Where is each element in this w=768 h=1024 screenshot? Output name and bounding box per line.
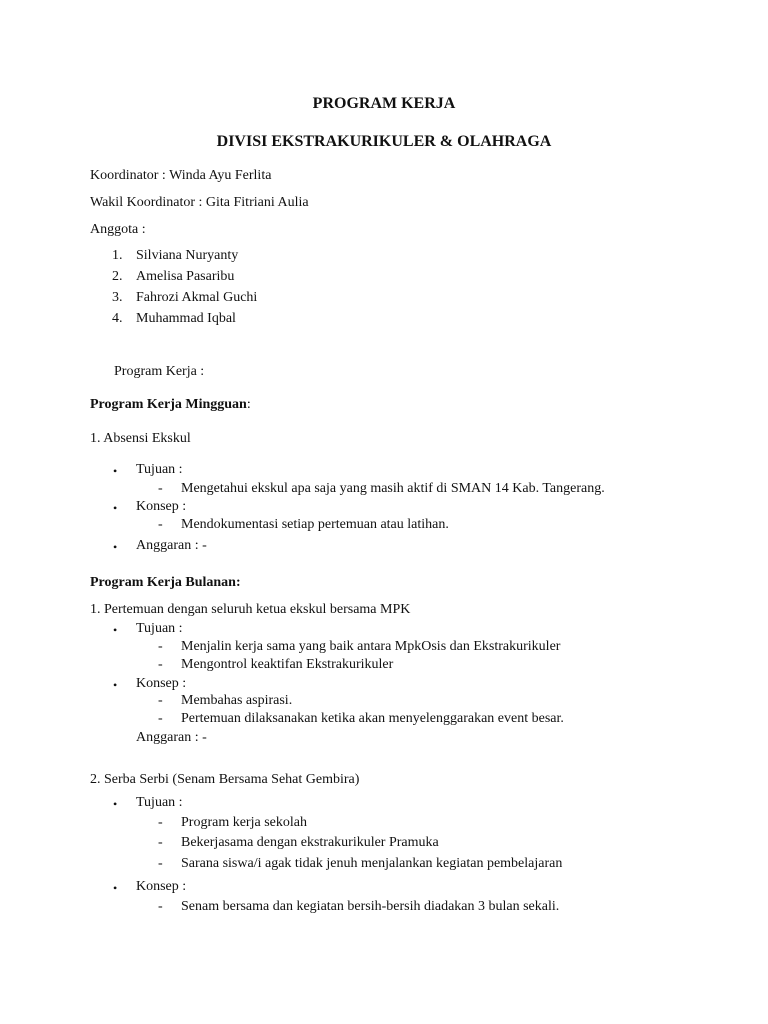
doc-subtitle: DIVISI EKSTRAKURIKULER & OLAHRAGA <box>216 133 552 150</box>
list-item: Fahrozi Akmal Guchi <box>136 290 258 305</box>
list-item: Senam bersama dan kegiatan bersih-bersih diadakan 3 bulan sekali. <box>181 899 560 914</box>
dash-glyph: - <box>158 711 163 726</box>
list-item: Silviana Nuryanty <box>136 248 239 263</box>
tujuan-label: Tujuan : <box>136 462 183 477</box>
list-item: Mendokumentasi setiap pertemuan atau latihan. <box>181 517 449 532</box>
list-item: Sarana siswa/i agak tidak jenuh menjalankan kegiatan pembelajaran <box>181 856 563 871</box>
heading-colon: : <box>246 397 251 412</box>
dash-glyph: - <box>158 899 163 914</box>
dash-glyph: - <box>158 856 163 871</box>
list-item: Membahas aspirasi. <box>181 693 293 708</box>
dash-glyph: - <box>158 815 163 830</box>
bullet-glyph: • <box>113 797 118 811</box>
list-number: 1. <box>112 248 123 263</box>
doc-title: PROGRAM KERJA <box>312 95 456 112</box>
section-heading-mingguan <box>90 396 251 414</box>
dash-glyph: - <box>158 481 163 496</box>
anggota-label: Anggota : <box>90 222 146 237</box>
anggaran-label: Anggaran : - <box>136 538 207 553</box>
dash-glyph: - <box>158 693 163 708</box>
list-item: Menjalin kerja sama yang baik antara MpkOsis dan Ekstrakurikuler <box>181 639 561 654</box>
tujuan-label: Tujuan : <box>136 795 183 810</box>
list-item: Program kerja sekolah <box>181 815 307 830</box>
bullet-glyph: • <box>113 540 118 554</box>
list-item: Bekerjasama dengan ekstrakurikuler Pramuka <box>181 835 439 850</box>
list-number: 3. <box>112 290 123 305</box>
item-title: 2. Serba Serbi (Senam Bersama Sehat Gembira) <box>90 772 360 787</box>
dash-glyph: - <box>158 835 163 850</box>
list-item: Mengontrol keaktifan Ekstrakurikuler <box>181 657 394 672</box>
item-title: 1. Absensi Ekskul <box>90 431 191 446</box>
bullet-glyph: • <box>113 623 118 637</box>
program-kerja-label: Program Kerja : <box>114 364 205 379</box>
item-title: 1. Pertemuan dengan seluruh ketua ekskul bersama MPK <box>90 602 411 617</box>
list-number: 4. <box>112 311 123 326</box>
koordinator-line: Koordinator : Winda Ayu Ferlita <box>90 168 272 183</box>
anggaran-label: Anggaran : - <box>136 730 207 745</box>
list-number: 2. <box>112 269 123 284</box>
tujuan-label: Tujuan : <box>136 621 183 636</box>
wakil-koordinator-line: Wakil Koordinator : Gita Fitriani Aulia <box>90 195 309 210</box>
dash-glyph: - <box>158 639 163 654</box>
list-item: Muhammad Iqbal <box>136 311 236 326</box>
bullet-glyph: • <box>113 464 118 478</box>
dash-glyph: - <box>158 517 163 532</box>
list-item: Amelisa Pasaribu <box>136 269 235 284</box>
bullet-glyph: • <box>113 881 118 895</box>
konsep-label: Konsep : <box>136 676 187 691</box>
section-heading-bulanan: Program Kerja Bulanan: <box>90 575 241 590</box>
konsep-label: Konsep : <box>136 499 187 514</box>
bullet-glyph: • <box>113 678 118 692</box>
heading-text: Program Kerja Mingguan <box>90 397 247 412</box>
bullet-glyph: • <box>113 501 118 515</box>
konsep-label: Konsep : <box>136 879 187 894</box>
list-item: Pertemuan dilaksanakan ketika akan menyelenggarakan event besar. <box>181 711 564 726</box>
dash-glyph: - <box>158 657 163 672</box>
list-item: Mengetahui ekskul apa saja yang masih aktif di SMAN 14 Kab. Tangerang. <box>181 481 605 496</box>
